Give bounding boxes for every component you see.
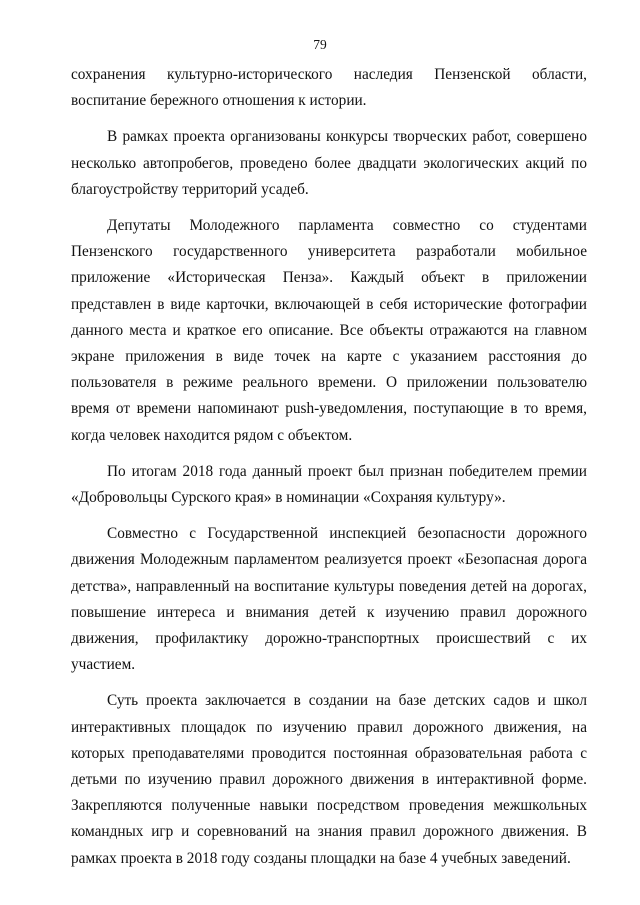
page-number: 79 <box>313 37 327 52</box>
paragraph-mobile-app: Депутаты Молодежного парламента совместно со студентами Пензенского государственного университета разработали мобильное приложение «Историческая Пенза». Каждый объект в приложении представлен в виде карточки, включающей в себя исторические фотографии данного места и краткое его описание. Все объекты отражаются на главном экране приложения в виде точек на карте с указанием расстояния до пользователя в режиме реального времени. О приложении пользователю время от времени напоминают push-уведомления, поступающие в то время, когда человек находится рядом с объектом. <box>71 217 587 444</box>
document-body <box>71 62 587 872</box>
paragraph-continuation: сохранения культурно-исторического наследия Пензенской области, воспитание бережного отношения к истории. <box>71 66 587 110</box>
paragraph-safe-road-project: Совместно с Государственной инспекцией безопасности дорожного движения Молодежным парламентом реализуется проект «Безопасная дорога детства», направленный на воспитание культуры поведения детей на дорогах, повышение интереса и внимания детей к изучению правил дорожного движения, профилактику дорожно-транспортных происшествий с их участием. <box>71 525 587 674</box>
paragraph-award: По итогам 2018 года данный проект был признан победителем премии «Добровольцы Сурского края» в номинации «Сохраняя культуру». <box>71 462 587 507</box>
paragraph-competitions: В рамках проекта организованы конкурсы творческих работ, совершено несколько автопробегов, проведено более двадцати экологических акций по благоустройству территорий усадеб. <box>71 128 587 198</box>
paragraph-project-essence: Суть проекта заключается в создании на базе детских садов и школ интерактивных площадок по изучению правил дорожного движения, на которых преподавателями проводится постоянная образовательная работа с детьми по изучению правил дорожного движения в интерактивной форме. Закрепляются полученные навыки посредством проведения межшкольных командных игр и соревнований на знания правил дорожного движения. В рамках проекта в 2018 году созданы площадки на базе 4 учебных заведений. <box>71 692 587 867</box>
